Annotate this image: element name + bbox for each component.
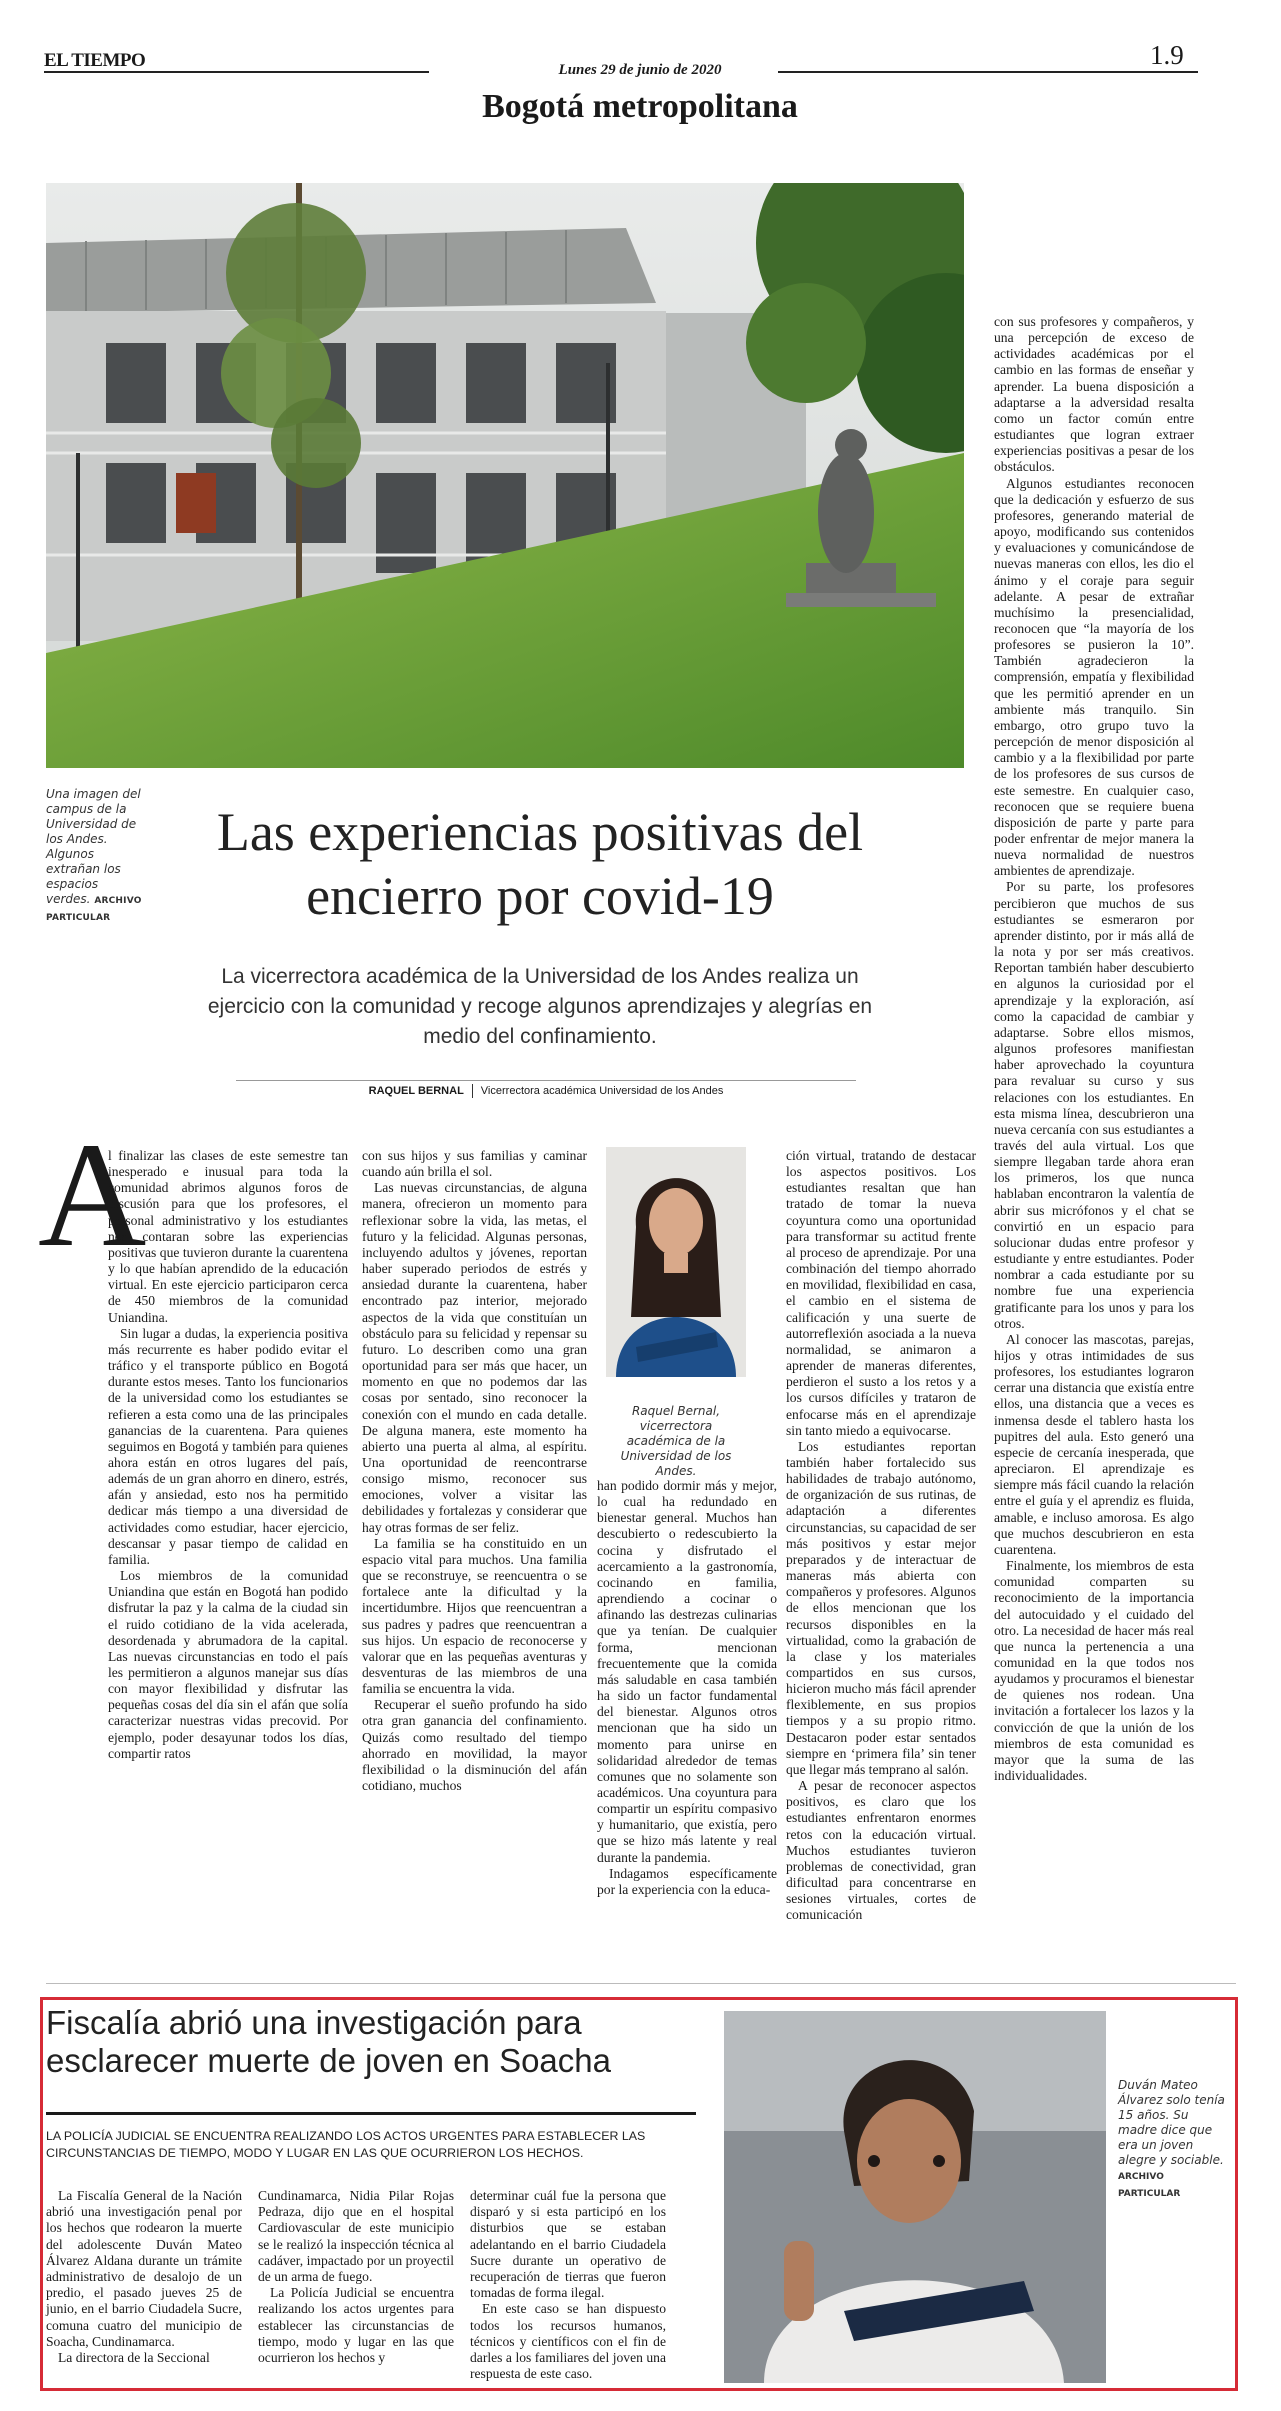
section-divider [46, 1983, 1236, 1984]
photo-caption-text: Una imagen del campus de la Universidad de los Andes. Algunos extrañan los espacios verdes. [46, 787, 141, 906]
box-headline-rule [46, 2112, 696, 2115]
byline-separator [472, 1084, 473, 1098]
paragraph: La directora de la Seccional [58, 2350, 210, 2366]
drop-cap: A [38, 1112, 147, 1278]
page-number: 1.9 [1150, 40, 1184, 70]
paragraph: Recuperar el sueño profundo ha sido otra gran ganancia del confinamiento. Quizás como resultado del tiempo ahorrado en movilidad, la mayor flexibilidad o la disminución del afán cotidiano, muchos [362, 1697, 587, 1794]
header-rule-left [44, 71, 429, 73]
paragraph: Cundinamarca, Nidia Pilar Rojas Pedraza, dijo que en el hospital Cardiovascular de este municipio se le realizó la inspección técnica al cadáver, impactado por un proyectil de un arma de fuego. [258, 2188, 454, 2285]
author-portrait [606, 1147, 746, 1377]
issue-date: Lunes 29 de junio de 2020 [558, 62, 722, 78]
portrait-caption: Raquel Bernal, vicerrectora académica de la Universidad de los Andes. [620, 1404, 732, 1478]
paragraph: En este caso se han dispuesto todos los recursos humanos, técnicos y científicos con el fin de darles a los familiares del joven una respuesta de este caso. [470, 2301, 666, 2382]
photo-caption [46, 787, 144, 926]
box-dek: LA POLICÍA JUDICIAL SE ENCUENTRA REALIZANDO LOS ACTOS URGENTES PARA ESTABLECER LAS CIRCUNSTANCIAS DE TIEMPO, MODO Y LUGAR EN LAS QUE OCURRIERON LOS HECHOS. [46, 2129, 646, 2160]
paragraph: La Fiscalía General de la Nación abrió una investigación penal por los hechos que rodearon la muerte del adolescente Duván Mateo Álvarez Aldana durante un trámite administrativo de desalojo de un predio, el pasado jueves 25 de junio, en el barrio Ciudadela Sucre, comuna cuatro del municipio de Soacha, Cundinamarca. [46, 2188, 242, 2349]
paragraph: ción virtual, tratando de destacar los aspectos positivos. Los estudiantes resaltan que han tratado de tomar la nueva coyuntura como una oportunidad para transformar su actitud frente al proceso de aprendizaje. Por una combinación del tiempo ahorrado en movilidad, flexibilidad en casa, el cambio en el sistema de calificación y una suerte de autorreflexión asociada a la nueva normalidad, se animaron a aprender de maneras diferentes, perdieron el susto a los retos y a los cursos difíciles y trataron de enfocarse más en el aprendizaje sin tanto miedo a equivocarse. [786, 1148, 976, 1438]
paragraph: La Policía Judicial se encuentra realizando los actos urgentes para establecer las circunstancias de tiempo, modo y lugar en las que ocurrieron los hechos y [258, 2285, 454, 2366]
campus-photo [46, 183, 964, 768]
section-title: Bogotá metropolitana [482, 88, 798, 125]
box-column-1 [46, 2188, 242, 2366]
box-column-3 [470, 2188, 666, 2382]
paragraph: Algunos estudiantes reconocen que la dedicación y esfuerzo de sus profesores, generando material de apoyo, modificando sus contenidos y evaluaciones y comunicándose de nuevas maneras con ellos, les dio el ánimo y el coraje para seguir adelante. A pesar de extrañar muchísimo la presencialidad, reconocen que “la mayoría de los profesores se pusieron la 10”. También agradecieron la comprensión, empatía y flexibilidad que les permitió aprender en un ambiente más tranquilo. Sin embargo, otro grupo tuvo la percepción de menor disposición al cambio y a la flexibilidad por parte de los profesores de sus cursos de este semestre. En cualquier caso, reconocen que se requiere buena disposición de parte y parte para poder enfrentar de mejor manera la nueva normalidad de nuestros ambientes de aprendizaje. [994, 475, 1194, 879]
paragraph: Al conocer las mascotas, parejas, hijos y otras intimidades de sus profesores, los estudiantes lograron cerrar una distancia que existía entre ellos, una distancia que a veces es inmensa desde el tablero hasta los pupitres del aula. Esto generó una especie de cercanía inesperada, que apreciaron. El aprendizaje es siempre más fácil cuando la relación entre el guía y el aprendiz es fluida, amable, e incluso amorosa. Es algo que muchos descubrieron en esta cuarentena. [994, 1331, 1194, 1557]
article-column-2 [362, 1148, 587, 1794]
paragraph: A pesar de reconocer aspectos positivos, es claro que los estudiantes enfrentaron enormes retos con la educación virtual. Muchos estudiantes tuvieron problemas de conectividad, gran dificultad para concentrarse en sesiones virtuales, cortes de comunicación [786, 1778, 976, 1923]
box-photo-caption-text: Duván Mateo Álvarez solo tenía 15 años. Su madre dice que era un joven alegre y sociable. [1118, 2078, 1225, 2167]
article-column-3 [597, 1478, 777, 1898]
article-dek: La vicerrectora académica de la Universidad de los Andes realiza un ejercicio con la comunidad y recoge algunos aprendizajes y alegrías en medio del confinamiento. [207, 965, 873, 1048]
byline-rule [236, 1080, 856, 1081]
paragraph: La familia se ha constituido en un espacio vital para muchos. Una familia que se reconstruye, se reencuentra o se fortalece ante la dificultad y la incertidumbre. Hijos que reencuentran a sus padres y padres que reencuentran a sus hijos. Un espacio de reconocerse y valorar que en las pequeñas aventuras y desventuras de las miembros de una familia se encuentra la vida. [362, 1535, 587, 1697]
paragraph: Indagamos específicamente por la experiencia con la educa- [597, 1865, 777, 1897]
paragraph: Sin lugar a dudas, la experiencia positiva más recurrente es haber podido evitar el tráfico y el transporte público en Bogotá durante estos meses. Tanto los funcionarios de la universidad como los estudiantes se refieren a esta como una de las principales ganancias de la cuarentena. Para quienes seguimos en Bogotá y también para quienes ahora están en otros lugares del país, además de un gran ahorro en dinero, estrés, afán y ansiedad, esto nos ha permitido dedicar más tiempo a una diversidad de actividades como estudiar, hacer ejercicio, descansar y pasar tiempo de calidad en familia. [108, 1325, 348, 1567]
paragraph: determinar cuál fue la persona que disparó y si esta participó en los disturbios que se estaban adelantando en el barrio Ciudadela Sucre durante un operativo de recuperación de tierras que fueron tomadas de forma ilegal. [470, 2188, 666, 2301]
paragraph: l finalizar las clases de este semestre tan inesperado e inusual para toda la comunidad abrimos algunos foros de discusión para que los profesores, el personal administrativo y los estudiantes nos contaran sobre las experiencias positivas que tuvieron durante la cuarentena y lo que habían aprendido de la educación virtual. En este ejercicio participaron cerca de 450 miembros de la comunidad Uniandina. [108, 1148, 348, 1325]
box-column-2 [258, 2188, 454, 2366]
paragraph: con sus profesores y compañeros, y una percepción de exceso de actividades académicas por el cambio en las formas de enseñar y aprender. La buena disposición a adaptarse a la adversidad resalta como un factor común entre estudiantes que logran extraer experiencias positivas a pesar de los obstáculos. [994, 314, 1194, 475]
paragraph: han podido dormir más y mejor, lo cual ha redundado en bienestar general. Muchos han descubierto o redescubierto la cocina y disfrutado el acercamiento a la gastronomía, cocinando en familia, aprendiendo a cocinar o afinando las destrezas culinarias que ya tenían. De cualquier forma, mencionan frecuentemente que la comida más saludable en casa también ha sido un factor fundamental del bienestar. Algunos otros mencionan que ha sido un momento para unirse en solidaridad alrededor de temas comunes que no solamente son académicos. Una coyuntura para compartir un espíritu compasivo y humanitario, que existía, pero que se hizo más latente y real durante la pandemia. [597, 1478, 777, 1865]
masthead: EL TIEMPO [44, 50, 146, 71]
paragraph: con sus hijos y sus familias y caminar cuando aún brilla el sol. [362, 1148, 587, 1180]
paragraph: Los estudiantes reportan también haber fortalecido sus habilidades de trabajo autónomo, de organización de sus rutinas, de adaptación a diferentes circunstancias, su capacidad de ser más positivos y estar mejor preparados y de interactuar de maneras más abierta con compañeros y profesores. Algunos de ellos mencionan que los recursos disponibles en la virtualidad, como la grabación de la clase y los materiales compartidos en sus cursos, hicieron mucho más fácil aprender flexiblemente, en sus propios tiempos y a su propio ritmo. Destacaron poder estar sentados siempre en ‘primera fila’ sin tener que llegar más temprano al salón. [786, 1438, 976, 1777]
box-photo-credit: ARCHIVO PARTICULAR [1118, 2172, 1181, 2199]
byline [236, 1084, 856, 1098]
article-column-4 [786, 1148, 976, 1924]
box-photo-caption [1118, 2078, 1226, 2202]
article-column-1 [108, 1148, 348, 1762]
paragraph: Los miembros de la comunidad Uniandina que están en Bogotá han podido disfrutar la paz y la calma de la ciudad sin el ruido cotidiano de la vida acelerada, desordenada y abrumadora de la capital. Las nuevas circunstancias en todo el país les permitieron a algunos manejar sus días con mayor flexibilidad y disfrutar las pequeñas cosas del día sin el afán que solía caracterizar nuestras vidas precovid. Por ejemplo, poder desayunar todos los días, compartir ratos [108, 1568, 348, 1761]
paragraph: Finalmente, los miembros de esta comunidad comparten su reconocimiento de la importancia del autocuidado y el cuidado del otro. La necesidad de hacer más real que nunca la pertenencia a una comunidad en la que todos nos ayudamos y procuramos el bienestar de quienes nos rodean. Una invitación a fortalecer los lazos y la convicción de que la unión de los miembros de esta comunidad es mayor que la suma de las individualidades. [994, 1558, 1194, 1784]
paragraph: Por su parte, los profesores percibieron que muchos de sus estudiantes se esmeraron por aprender distinto, por ir más allá de la nota y por ser más creativos. Reportan también haber descubierto en algunos la curiosidad por el aprendizaje y la exploración, así como la capacidad de cambiar y adaptarse. Sobre ellos mismos, algunos profesores manifiestan haber aprovechado la coyuntura para revaluar su curso y sus relaciones con los estudiantes. En esta misma línea, descubrieron una nueva cercanía con sus estudiantes a través del aula virtual. Los que siempre llegaban tarde ahora eran los primeros, los que nunca hablaban encontraron la valentía de abrir sus micrófonos y el chat se convirtió en un espacio para solucionar dudas entre profesor y estudiante y entre estudiantes. Poder nombrar a cada estudiante por su nombre fue una experiencia gratificante para los unos y para los otros. [994, 879, 1194, 1331]
header-rule-right [778, 71, 1198, 73]
victim-photo [724, 2011, 1106, 2383]
article-column-5 [994, 314, 1194, 1784]
byline-role: Vicerrectora académica Universidad de los Andes [480, 1084, 724, 1097]
byline-name: RAQUEL BERNAL [368, 1084, 464, 1097]
paragraph: Las nuevas circunstancias, de alguna manera, ofrecieron un momento para reflexionar sobre la vida, las metas, el futuro y la felicidad. Algunas personas, incluyendo adultos y jóvenes, reportan haber superado periodos de estrés y ansiedad durante la cuarentena, haber encontrado paz interior, mejorado aspectos de la vida que constituían un obstáculo para su felicidad y repensar su futuro. Lo describen como una gran oportunidad para ser más que hacer, un momento en que no podemos dar las cosas por sentado, sino reconocer la conexión con el mundo en cada detalle. De alguna manera, este momento ha abierto una puerta al alma, al espíritu. Una oportunidad de reencontrarse consigo mismo, reconocer sus emociones, volver a visitar las debilidades y fortalezas y considerar que hay otras formas de ser feliz. [362, 1180, 587, 1535]
box-headline: Fiscalía abrió una investigación para esclarecer muerte de joven en Soacha [46, 2004, 611, 2079]
article-headline: Las experiencias positivas del encierro por covid-19 [216, 802, 864, 926]
photo-credit: ARCHIVO PARTICULAR [46, 896, 142, 923]
